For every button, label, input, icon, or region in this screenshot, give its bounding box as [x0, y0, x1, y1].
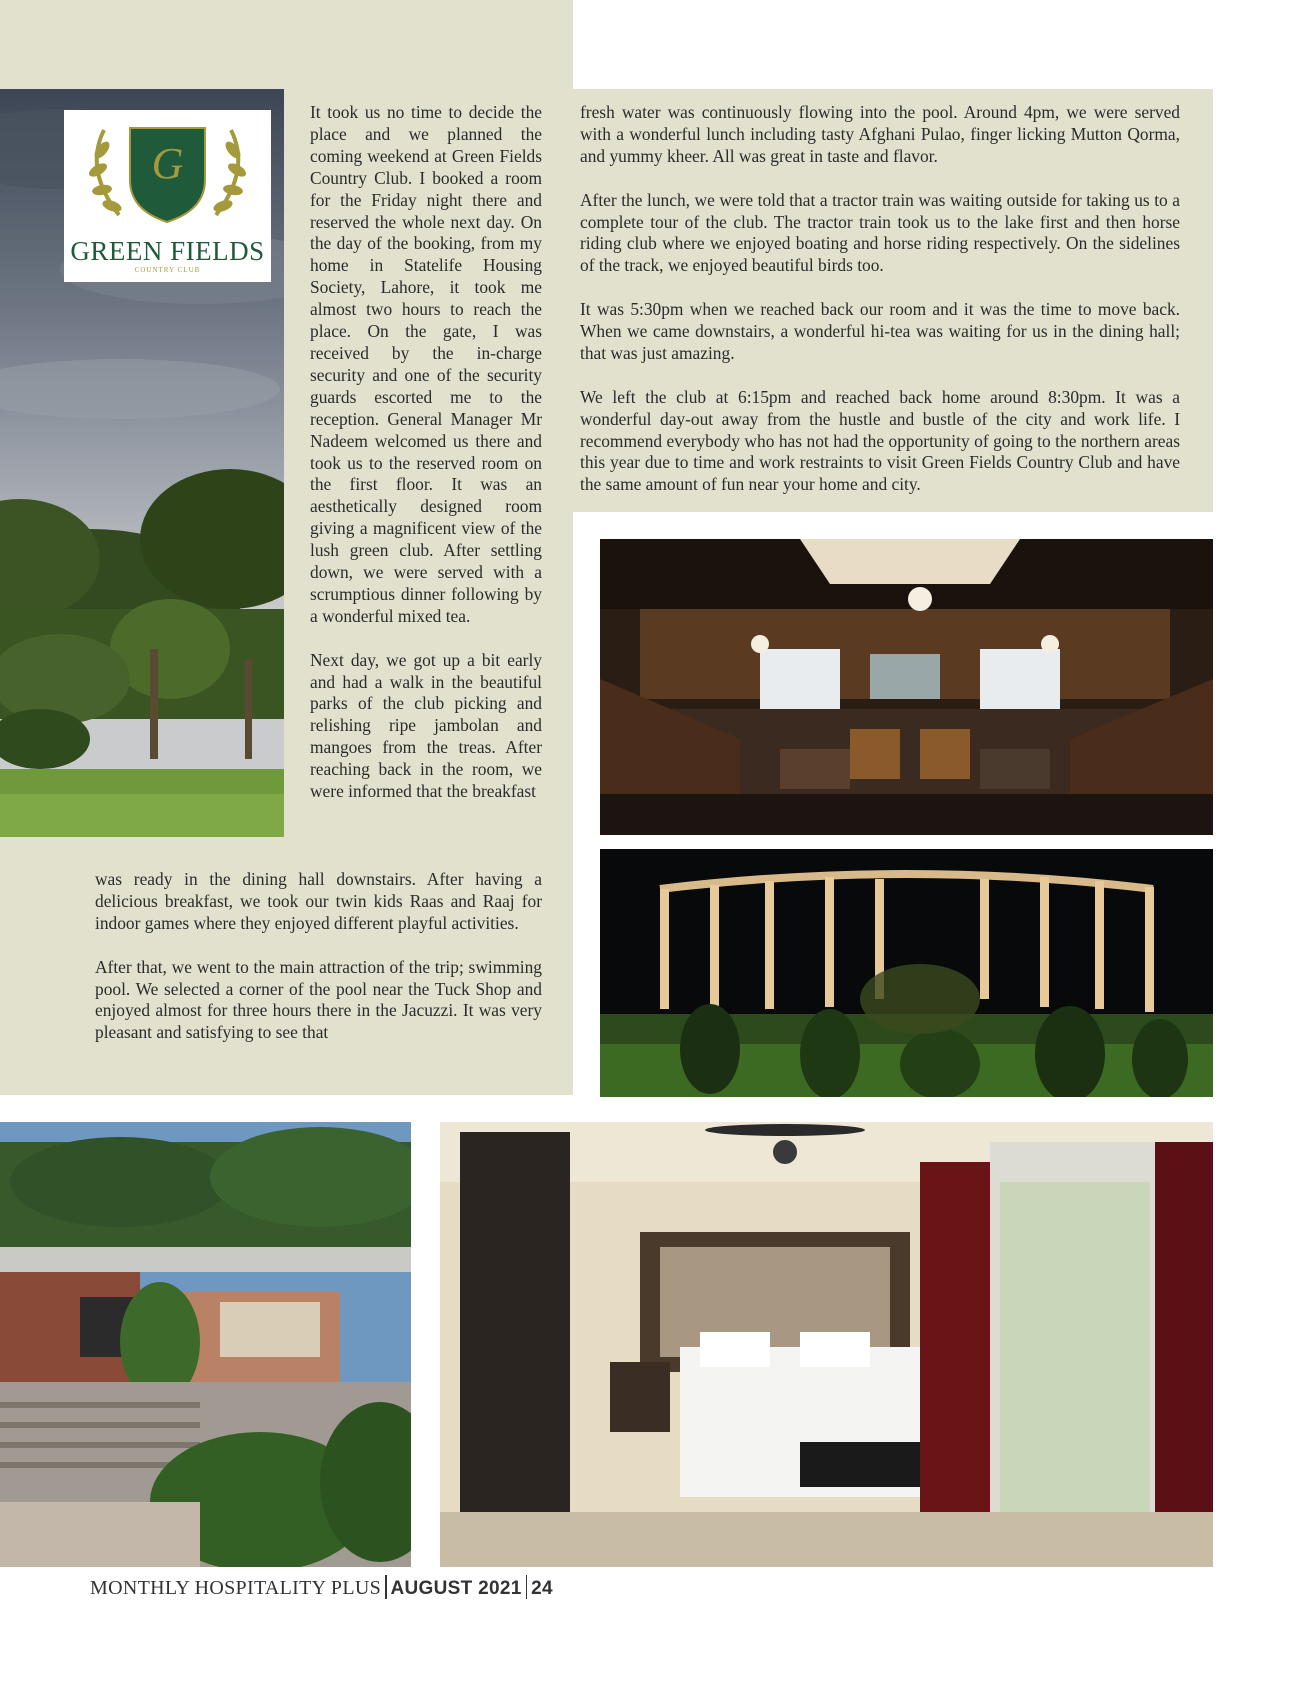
paragraph: Next day, we got up a bit early and had a walk in the beautiful parks of the club picking and relishing ripe jambolan and mangoes from the treas. After reaching back in the room, we were informed that the breakfast	[310, 649, 542, 802]
logo-subtitle: COUNTRY CLUB	[134, 266, 201, 274]
paragraph: We left the club at 6:15pm and reached back home around 8:30pm. It was a wonderful day-out away from the hustle and bustle of the city and work life. I recommend everybody who has not had the opportunity of going to the northern areas this year due to time and work restraints to visit Green Fields Country Club and have the same amount of fun near your home and city.	[580, 386, 1180, 495]
club-building-photo	[0, 1122, 411, 1567]
bedroom-photo	[440, 1122, 1213, 1567]
left-wide-column	[95, 869, 542, 1044]
green-fields-logo	[64, 110, 271, 282]
left-narrow-column	[310, 102, 542, 803]
paragraph: It was 5:30pm when we reached back our room and it was the time to move back. When we came downstairs, a wonderful hi-tea was waiting for us in the dining hall; that was just amazing.	[580, 299, 1180, 363]
lounge-hall-photo	[600, 539, 1213, 835]
lounge-hall-photo-art	[600, 539, 1213, 835]
paragraph: After the lunch, we were told that a tractor train was waiting outside for taking us to a complete tour of the club. The tractor train took us to the lake first and then horse riding club where we enjoyed boating and horse riding respectively. On the sidelines of the track, we enjoyed beautiful birds too.	[580, 189, 1180, 276]
paragraph: After that, we went to the main attraction of the trip; swimming pool. We selected a corner of the pool near the Tuck Shop and enjoyed almost for three hours there in the Jacuzzi. It was very pleasant and satisfying to see that	[95, 956, 542, 1043]
page-footer	[90, 1575, 553, 1600]
footer-divider	[526, 1575, 528, 1599]
publication-name: MONTHLY HOSPITALITY PLUS	[90, 1577, 381, 1599]
page-number: 24	[531, 1578, 553, 1599]
issue-date: AUGUST 2021	[390, 1578, 522, 1599]
paragraph: was ready in the dining hall downstairs. After having a delicious breakfast, we took our twin kids Raas and Raaj for indoor games where they enjoyed different playful activities.	[95, 869, 542, 933]
right-column	[580, 102, 1180, 496]
paragraph: It took us no time to decide the place and we planned the coming weekend at Green Fields Country Club. I booked a room for the Friday night there and reserved the whole next day. On the day of the booking, from my home in Statelife Housing Society, Lahore, it took me almost two hours to reach the place. On the gate, I was received by the in-charge security and one of the security guards escorted me to the reception. General Manager Mr Nadeem welcomed us there and took us to the reserved room on the first floor. It was an aesthetically designed room giving a magnificent view of the lush green club. After settling down, we were served with a scrumptious dinner following by a wonderful mixed tea.	[310, 102, 542, 626]
colonnade-garden-photo	[600, 849, 1213, 1097]
bedroom-photo-art	[440, 1122, 1213, 1567]
logo-title: GREEN FIELDS	[70, 236, 265, 266]
footer-divider	[385, 1575, 387, 1599]
club-building-photo-art	[0, 1122, 411, 1567]
logo-monogram: G	[151, 139, 184, 188]
colonnade-garden-photo-art	[600, 849, 1213, 1097]
paragraph: fresh water was continuously flowing into the pool. Around 4pm, we were served with a wonderful lunch including tasty Afghani Pulao, finger licking Mutton Qorma, and yummy kheer. All was great in taste and flavor.	[580, 102, 1180, 166]
